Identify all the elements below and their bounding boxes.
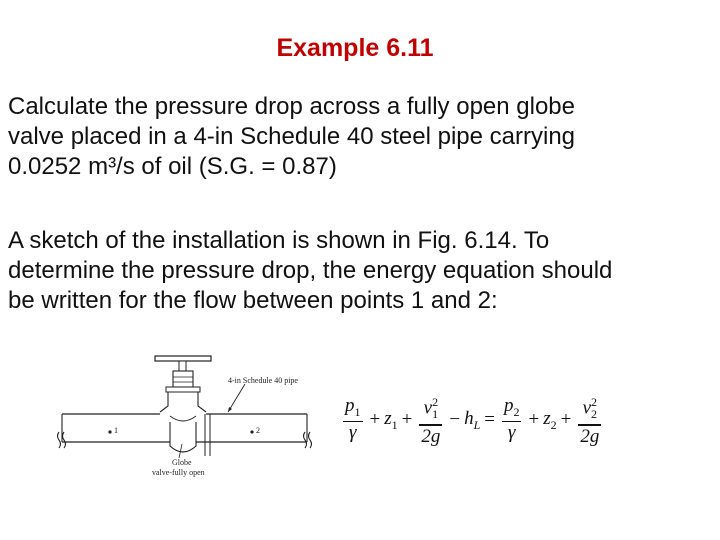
eq-z1: $z_1$ bbox=[384, 407, 398, 432]
eq-equals: = bbox=[484, 409, 495, 430]
point-1-label: 1 bbox=[114, 426, 118, 435]
valve-stem bbox=[179, 361, 186, 371]
eq-v2sq-over-2g: $\frac{v^2_2}{2g}$ bbox=[580, 395, 600, 447]
slide-title: Example 6.11 bbox=[276, 34, 434, 62]
eq-p1-over-gamma: $\frac{p_1}{\gamma}$ bbox=[345, 394, 361, 444]
point-2-marker bbox=[250, 430, 253, 433]
solution-line-1: A sketch of the installation is shown in Fig. 6.14. To bbox=[8, 227, 550, 254]
valve-label-line1: Globe bbox=[172, 458, 192, 467]
eq-plus-1: + bbox=[369, 409, 381, 430]
globe-valve-sketch bbox=[52, 346, 327, 486]
pipe-label-leader bbox=[228, 384, 245, 412]
pipe-break-left bbox=[58, 432, 61, 448]
valve-seat bbox=[170, 416, 196, 421]
bonnet-flange bbox=[166, 387, 200, 392]
solution-line-2: determine the pressure drop, the energy equation should bbox=[8, 257, 613, 284]
point-2-label: 2 bbox=[256, 426, 260, 435]
eq-head-loss: $h_L$ bbox=[464, 407, 481, 432]
valve-body bbox=[160, 392, 206, 412]
problem-line-3: 0.0252 m³/s of oil (S.G. = 0.87) bbox=[8, 153, 337, 180]
point-1-marker bbox=[108, 430, 111, 433]
pipe-break-right bbox=[304, 432, 307, 448]
eq-z2: $z_2$ bbox=[543, 407, 557, 432]
valve-label-line2: valve-fully open bbox=[152, 468, 205, 477]
eq-v1sq-over-2g: $\frac{v^2_1}{2g}$ bbox=[421, 395, 441, 447]
problem-statement bbox=[8, 92, 714, 182]
solution-intro bbox=[8, 226, 714, 316]
valve-lower-body bbox=[170, 422, 196, 452]
eq-minus: − bbox=[449, 409, 461, 430]
problem-line-2: valve placed in a 4-in Schedule 40 steel pipe carrying bbox=[8, 123, 576, 150]
eq-plus-4: + bbox=[560, 409, 572, 430]
eq-p2-over-gamma: $\frac{p_2}{\gamma}$ bbox=[503, 394, 520, 444]
valve-bonnet bbox=[173, 371, 193, 387]
handwheel bbox=[155, 356, 211, 361]
eq-plus-2: + bbox=[401, 409, 413, 430]
solution-line-3: be written for the flow between points 1 and 2: bbox=[8, 287, 498, 314]
problem-line-1: Calculate the pressure drop across a fully open globe bbox=[8, 93, 575, 120]
pipe-label: 4-in Schedule 40 pipe bbox=[228, 376, 298, 385]
energy-equation bbox=[340, 385, 712, 455]
eq-plus-3: + bbox=[528, 409, 540, 430]
